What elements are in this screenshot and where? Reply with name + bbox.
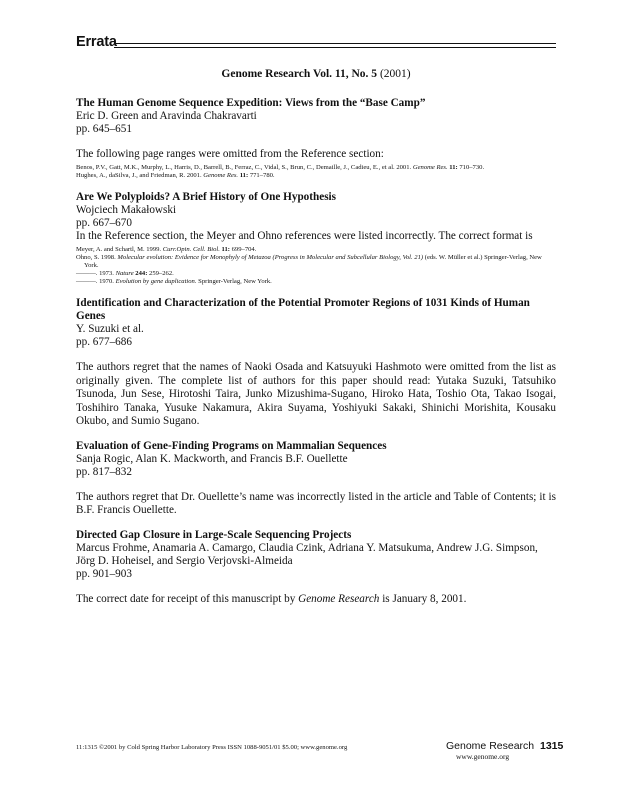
erratum-entry [76, 529, 556, 607]
page-title: Errata [76, 34, 117, 50]
correction-note: In the Reference section, the Meyer and Ohno references were listed incorrectly. The correct format is [76, 230, 533, 242]
article-authors: Y. Suzuki et al. [76, 323, 144, 335]
article-pages: pp. 667–670 [76, 217, 132, 229]
reference-item: ———. 1973. Nature 244: 259–262. [76, 270, 174, 277]
page-header [76, 33, 556, 53]
article-pages: pp. 817–832 [76, 465, 132, 478]
article-title: Directed Gap Closure in Large-Scale Sequencing Projects [76, 528, 352, 541]
issue-year: (2001) [379, 68, 411, 80]
article-authors: Marcus Frohme, Anamaria A. Camargo, Claudia Czink, Adriana Y. Matsukuma, Andrew J.G. Simpson, [76, 541, 538, 554]
header-rule [114, 43, 556, 48]
correction-text: The authors regret that the names of Naoki Osada and Katsuyuki Hashmoto were omitted from the list as originally given. The complete list of authors for this paper should read: Yutaka Suzuki, Tatsuhiko Tsunoda, Jun Sese, Hirotoshi Taira, Junko Mizushima-Sugano, Hiroko Hata, Toshio Ota, Takao Isogai, Toshihiro Tanaka, Yusuke Nakamura, Akira Suyama, Yoshiyuki Sakaki, Shinichi Morishita, Kousaku Okubo, and Sumio Sugano. [76, 361, 556, 427]
article-authors: Sanja Rogic, Alan K. Mackworth, and Francis B.F. Ouellette [76, 452, 348, 465]
article-pages: pp. 901–903 [76, 567, 132, 580]
footer-url: www.genome.org [456, 752, 510, 761]
reference-item: ———. 1970. Evolution by gene duplication. Springer-Verlag, New York. [76, 278, 272, 285]
correction-text: The authors regret that Dr. Ouellette’s name was incorrectly listed in the article and Table of Contents; it is B.F. Francis Ouellette. [76, 490, 556, 516]
reference-item: Ohno, S. 1998. Molecular evolution: Evidence for Monophyly of Metazoa (Progress in Molecular and Subcellular Biology, Vol. 21) (eds. W. Müller et al.) Springer-Verlag, New York. [76, 254, 542, 269]
article-title: Evaluation of Gene-Finding Programs on Mammalian Sequences [76, 439, 387, 452]
erratum-entry [76, 297, 556, 429]
correction-text: The correct date for receipt of this manuscript by Genome Research is January 8, 2001. [76, 592, 467, 605]
footer-page-number: 1315 [540, 740, 564, 752]
article-title: Are We Polyploids? A Brief History of One Hypothesis [76, 191, 337, 203]
erratum-entry [76, 440, 556, 518]
footer-journal: Genome Research [446, 740, 535, 752]
article-title: Identification and Characterization of the Potential Promoter Regions of 1031 Kinds of Human Genes [76, 297, 530, 322]
reference-item: Meyer, A. and Schartl, M. 1999. Curr.Opin. Cell. Biol. 11: 699–704. [76, 246, 257, 253]
erratum-entry [76, 191, 556, 286]
reference-list [76, 246, 556, 286]
article-pages: pp. 645–651 [76, 123, 132, 135]
reference-item: Benos, P.V., Gatt, M.K., Murphy, L., Harris, D., Barrell, B., Ferraz, C., Vidal, S., Brun, C., Demaille, J., Cadieu, E., et al. 2001. Genome Res. 11: 710–730. [76, 164, 485, 171]
article-authors: Jörg D. Hoheisel, and Sergio Verjovski-Almeida [76, 554, 293, 567]
erratum-entry [76, 97, 556, 180]
issue-heading [76, 67, 556, 82]
article-authors: Eric D. Green and Aravinda Chakravarti [76, 110, 257, 122]
errata-content [76, 97, 556, 617]
footer-copyright: 11:1315 ©2001 by Cold Spring Harbor Laboratory Press ISSN 1088-9051/01 $5.00; www.genome.org [76, 744, 348, 751]
article-authors: Wojciech Makałowski [76, 204, 177, 216]
article-pages: pp. 677–686 [76, 336, 132, 348]
correction-note: The following page ranges were omitted from the Reference section: [76, 148, 384, 160]
reference-item: Hughes, A., daSilva, J., and Friedman, R. 2001. Genome Res. 11: 771–780. [76, 172, 275, 179]
reference-list [76, 164, 556, 180]
issue-journal: Genome Research Vol. 11, No. 5 [221, 68, 378, 80]
article-title: The Human Genome Sequence Expedition: Views from the “Base Camp” [76, 97, 426, 109]
